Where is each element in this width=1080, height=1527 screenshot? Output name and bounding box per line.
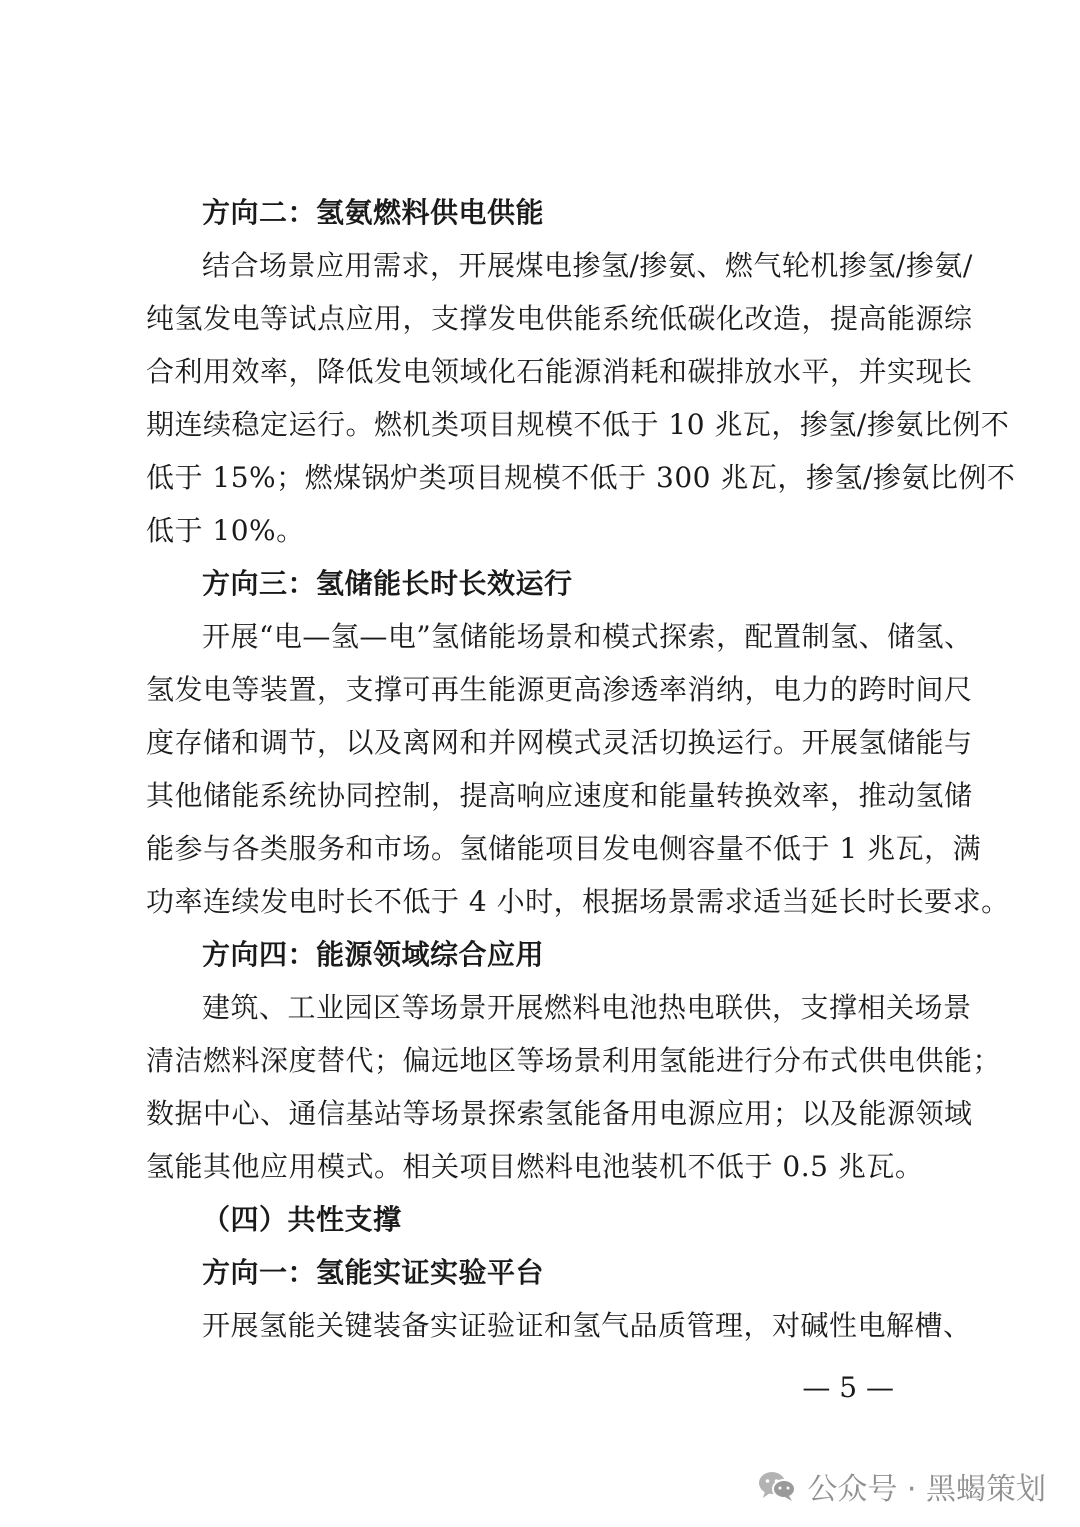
paragraph-line: 结合场景应用需求，开展煤电掺氢/掺氨、燃气轮机掺氢/掺氨/ <box>202 249 973 282</box>
paragraph-line: 度存储和调节，以及离网和并网模式灵活切换运行。开展氢储能与 <box>146 726 973 759</box>
paragraph-line: 低于 10%。 <box>146 514 305 547</box>
paragraph-line: 低于 15%；燃煤锅炉类项目规模不低于 300 兆瓦，掺氢/掺氨比例不 <box>146 461 1016 494</box>
section-heading: 方向一：氢能实证实验平台 <box>202 1256 545 1289</box>
subsection-heading: （四）共性支撑 <box>202 1203 402 1236</box>
watermark <box>757 1466 1046 1506</box>
paragraph-line: 氢发电等装置，支撑可再生能源更高渗透率消纳，电力的跨时间尺 <box>146 673 973 706</box>
paragraph-line: 期连续稳定运行。燃机类项目规模不低于 10 兆瓦，掺氢/掺氨比例不 <box>146 408 1010 441</box>
paragraph-line: 能参与各类服务和市场。氢储能项目发电侧容量不低于 1 兆瓦，满 <box>146 832 982 865</box>
paragraph-line: 纯氢发电等试点应用，支撑发电供能系统低碳化改造，提高能源综 <box>146 302 973 335</box>
paragraph-line: 其他储能系统协同控制，提高响应速度和能量转换效率，推动氢储 <box>146 779 973 812</box>
paragraph-line: 开展氢能关键装备实证验证和氢气品质管理，对碱性电解槽、 <box>202 1309 972 1342</box>
watermark-text: 公众号 · 黑蝎策划 <box>807 1472 1046 1507</box>
section-heading: 方向三：氢储能长时长效运行 <box>202 567 573 600</box>
paragraph-line: 合利用效率，降低发电领域化石能源消耗和碳排放水平，并实现长 <box>146 355 973 388</box>
section-heading: 方向四：能源领域综合应用 <box>202 938 545 971</box>
paragraph-line: 建筑、工业园区等场景开展燃料电池热电联供，支撑相关场景 <box>202 991 972 1024</box>
page-number: — 5 — <box>802 1371 894 1404</box>
paragraph-line: 功率连续发电时长不低于 4 小时，根据场景需求适当延长时长要求。 <box>146 885 1010 918</box>
paragraph-line: 清洁燃料深度替代；偏远地区等场景利用氢能进行分布式供电供能； <box>146 1044 1002 1077</box>
paragraph-line: 数据中心、通信基站等场景探索氢能备用电源应用；以及能源领域 <box>146 1097 973 1130</box>
paragraph-line: 氢能其他应用模式。相关项目燃料电池装机不低于 0.5 兆瓦。 <box>146 1150 924 1183</box>
wechat-icon <box>757 1469 797 1503</box>
paragraph-line: 开展“电—氢—电”氢储能场景和模式探索，配置制氢、储氢、 <box>202 620 973 653</box>
section-heading: 方向二：氢氨燃料供电供能 <box>202 196 545 229</box>
